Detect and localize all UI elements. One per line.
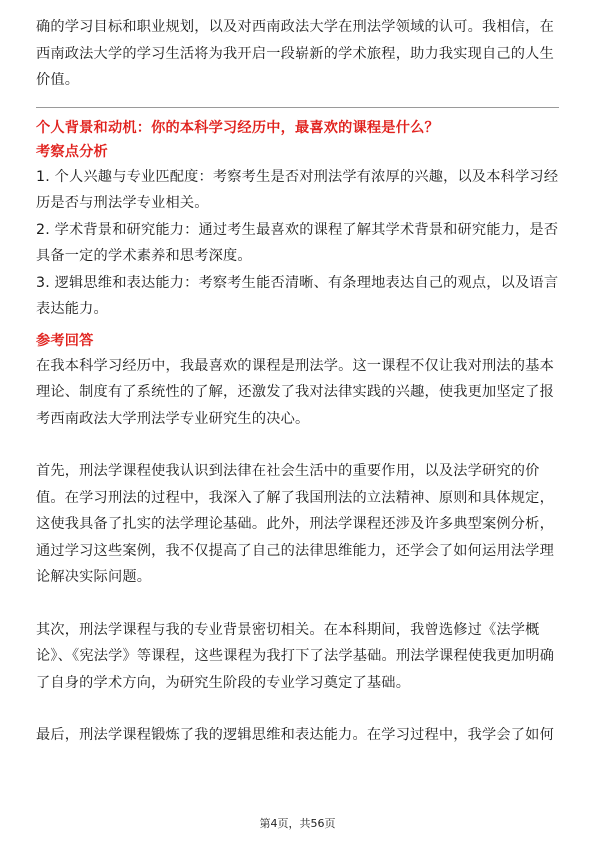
section-divider <box>36 107 559 108</box>
answer-paragraph: 最后，刑法学课程锻炼了我的逻辑思维和表达能力。在学习过程中，我学会了如何 <box>36 727 554 743</box>
paragraph-gap <box>36 591 559 617</box>
intro-paragraph: 确的学习目标和职业规划，以及对西南政法大学在刑法学领域的认可。我相信，在西南政法大学的学习生活将为我开启一段崭新的学术旅程，助力我实现自己的人生价值。 <box>36 19 554 88</box>
paragraph-gap <box>36 432 559 458</box>
analysis-title: 考察点分析 <box>36 143 108 160</box>
analysis-list <box>36 164 559 323</box>
answer-paragraph: 首先，刑法学课程使我认识到法律在社会生活中的重要作用，以及法学研究的价值。在学习刑法的过程中，我深入了解了我国刑法的立法精神、原则和具体规定，这使我具备了扎实的法学理论基础。此外，刑法学课程还涉及许多典型案例分析，通过学习这些案例，我不仅提高了自己的法律思维能力，还学会了如何运用法学理论解决实际问题。 <box>36 463 554 585</box>
answer-paragraph: 在我本科学习经历中，我最喜欢的课程是刑法学。这一课程不仅让我对刑法的基本理论、制度有了系统性的了解，还激发了我对法律实践的兴趣，使我更加坚定了报考西南政法大学刑法学专业研究生的决心。 <box>36 357 554 427</box>
analysis-item: 2. 学术背景和研究能力：通过考生最喜欢的课程了解其学术背景和研究能力，是否具备一定的学术素养和思考深度。 <box>36 221 559 264</box>
interview-question: 个人背景和动机：你的本科学习经历中，最喜欢的课程是什么？ <box>36 119 439 136</box>
document-page <box>36 14 559 749</box>
answer-paragraph: 其次，刑法学课程与我的专业背景密切相关。在本科期间，我曾选修过《法学概论》、《宪法学》等课程，这些课程为我打下了法学基础。刑法学课程使我更加明确了自身的学术方向，为研究生阶段的专业学习奠定了基础。 <box>36 621 555 691</box>
analysis-item: 1. 个人兴趣与专业匹配度：考察考生是否对刑法学有浓厚的兴趣，以及本科学习经历是否与刑法学专业相关。 <box>36 168 559 211</box>
answer-title: 参考回答 <box>36 332 94 349</box>
paragraph-gap <box>36 696 559 722</box>
page-number: 第4页，共56页 <box>259 817 336 830</box>
analysis-item: 3. 逻辑思维和表达能力：考察考生能否清晰、有条理地表达自己的观点，以及语言表达能力。 <box>36 274 559 317</box>
